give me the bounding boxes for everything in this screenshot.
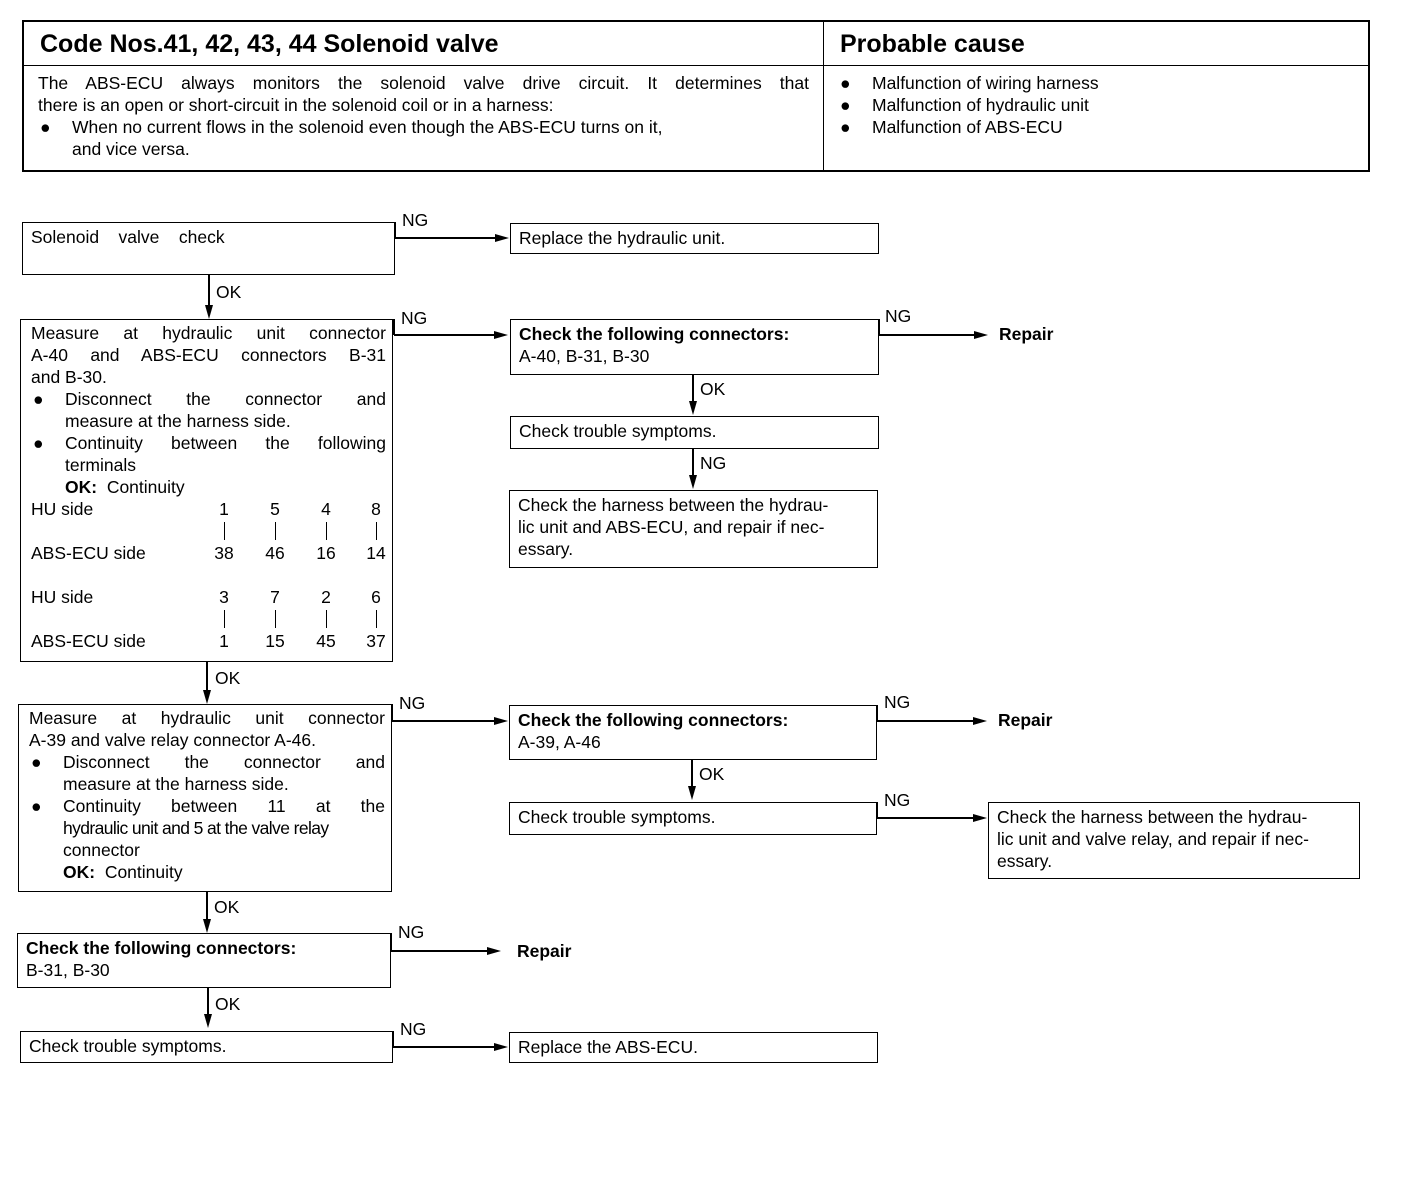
step-text: hydraulic unit and 5 at the valve relay — [63, 818, 329, 838]
step-text: A-39 and valve relay connector A-46. — [29, 730, 316, 750]
step-text: Check the harness between the hydrau- — [997, 807, 1308, 827]
spacer — [31, 520, 199, 542]
code-description — [24, 66, 823, 166]
check-trouble-symptoms-box — [509, 802, 877, 835]
connector-line — [206, 662, 208, 692]
ok-label: OK — [216, 282, 242, 302]
connector-line — [877, 817, 973, 819]
bullet-item — [29, 751, 385, 795]
bullet-icon: ● — [40, 117, 51, 137]
arrow-right-icon — [495, 234, 509, 242]
ok-label: OK — [215, 994, 241, 1014]
continuity-line — [199, 520, 249, 542]
step-title: Check the following connectors: — [519, 324, 790, 344]
header-table — [22, 20, 1370, 172]
solenoid-valve-check-box — [22, 222, 395, 275]
ok-label: OK — [214, 897, 240, 917]
terminal-value: 45 — [316, 631, 336, 651]
step-text: connector — [63, 840, 140, 860]
bullet-item — [29, 795, 385, 883]
connector-line — [878, 319, 880, 335]
ng-label: NG — [884, 790, 911, 810]
bullet-icon: ● — [33, 389, 44, 409]
connector-line — [393, 319, 395, 335]
connector-line — [877, 720, 973, 722]
cause-item — [838, 116, 1354, 138]
connector-line — [876, 705, 878, 720]
step-text: measure at the harness side. — [65, 411, 291, 431]
ok-criteria — [65, 476, 386, 498]
ok-label: OK — [215, 668, 241, 688]
repair-label: Repair — [998, 710, 1053, 730]
page-title: Code Nos.41, 42, 43, 44 Solenoid valve — [24, 22, 823, 66]
condition-bullet — [38, 116, 809, 160]
arrow-down-icon — [689, 475, 697, 489]
arrow-right-icon — [494, 1043, 508, 1051]
cause-text: Malfunction of wiring harness — [872, 73, 1099, 93]
ng-label: NG — [884, 692, 911, 712]
measure-a40-box — [20, 319, 393, 662]
replace-hydraulic-unit-box — [510, 223, 879, 254]
terminal-value: 14 — [366, 543, 386, 563]
continuity-line — [249, 608, 301, 630]
connector-list: A-39, A-46 — [518, 732, 601, 752]
arrow-down-icon — [204, 1014, 212, 1028]
arrow-right-icon — [494, 331, 508, 339]
step-text: essary. — [518, 539, 574, 559]
check-connectors-b31-box — [17, 933, 391, 988]
check-trouble-symptoms-box — [20, 1031, 393, 1063]
terminal-value: 37 — [366, 631, 386, 651]
arrow-right-icon — [973, 814, 987, 822]
cause-item — [838, 72, 1354, 94]
arrow-right-icon — [974, 331, 988, 339]
arrow-right-icon — [487, 947, 501, 955]
arrow-down-icon — [689, 401, 697, 415]
terminal-value: 38 — [214, 543, 234, 563]
ok-criteria — [63, 861, 385, 883]
connector-line — [391, 950, 487, 952]
arrow-down-icon — [203, 919, 211, 933]
step-text: Replace the hydraulic unit. — [519, 228, 726, 248]
bullet-icon: ● — [31, 796, 42, 816]
bullet-icon: ● — [840, 117, 851, 137]
step-text: Continuity between 11 at the — [63, 796, 385, 816]
step-text: Check the harness between the hydrau- — [518, 495, 829, 515]
connector-line — [206, 892, 208, 922]
ok-label: OK — [699, 764, 725, 784]
step-text: Continuity between the following — [65, 433, 386, 453]
connector-line — [393, 1046, 494, 1048]
connector-line — [879, 334, 974, 336]
terminal-table-2 — [31, 586, 386, 652]
step-text: Disconnect the connector and — [65, 389, 386, 409]
step-text: A-40 and ABS-ECU connectors B-31 — [31, 345, 386, 365]
connector-line — [392, 1031, 394, 1047]
terminal-value: 3 — [219, 587, 229, 607]
connector-list: B-31, B-30 — [26, 960, 110, 980]
connector-line — [394, 334, 494, 336]
terminal-value: 16 — [316, 543, 336, 563]
hu-side-label: HU side — [31, 499, 94, 519]
ng-label: NG — [401, 308, 428, 328]
step-title: Check the following connectors: — [26, 938, 297, 958]
bullet-icon: ● — [840, 95, 851, 115]
connector-line — [394, 222, 396, 237]
terminal-value: 6 — [371, 587, 381, 607]
terminal-table-1 — [31, 498, 386, 564]
step-title: Check the following connectors: — [518, 710, 789, 730]
step-text: Replace the ABS-ECU. — [518, 1037, 698, 1057]
arrow-down-icon — [688, 786, 696, 800]
connector-line — [692, 375, 694, 403]
terminal-value: 15 — [265, 631, 285, 651]
step-text: Disconnect the connector and — [63, 752, 385, 772]
repair-label: Repair — [517, 941, 572, 961]
check-connectors-a39-box — [509, 705, 877, 760]
ok-criteria-label: OK: — [65, 477, 98, 497]
ng-label: NG — [700, 453, 727, 473]
probable-cause-title: Probable cause — [824, 22, 1368, 66]
step-text: and B-30. — [31, 367, 107, 387]
ok-label: OK — [700, 379, 726, 399]
step-text: Check trouble symptoms. — [518, 807, 716, 827]
probable-cause-panel — [824, 22, 1368, 170]
arrow-right-icon — [494, 717, 508, 725]
bullet-icon: ● — [840, 73, 851, 93]
probable-cause-list — [824, 66, 1368, 144]
connector-line — [691, 760, 693, 788]
description-line: The ABS-ECU always monitors the solenoid valve drive circuit. It determines that — [38, 73, 809, 93]
condition-line: and vice versa. — [72, 139, 190, 159]
step-text: Measure at hydraulic unit connector — [31, 323, 386, 343]
bullet-item — [31, 388, 386, 432]
arrow-down-icon — [203, 690, 211, 704]
connector-line — [876, 802, 878, 818]
continuity-line — [351, 608, 401, 630]
step-text: terminals — [65, 455, 136, 475]
step-text: measure at the harness side. — [63, 774, 289, 794]
step-text: Solenoid valve check — [31, 227, 225, 247]
terminal-value: 8 — [371, 499, 381, 519]
step-text: Check trouble symptoms. — [29, 1036, 227, 1056]
hu-side-label: HU side — [31, 587, 94, 607]
condition-line: When no current flows in the solenoid even though the ABS-ECU turns on it, — [72, 117, 663, 137]
spacer — [31, 608, 199, 630]
connector-line — [392, 720, 494, 722]
measure-a39-box — [18, 704, 392, 892]
bullet-item — [31, 432, 386, 498]
step-text: lic unit and valve relay, and repair if nec- — [997, 829, 1309, 849]
connector-line — [391, 704, 393, 721]
ecu-side-label: ABS-ECU side — [31, 631, 146, 651]
ok-criteria-label: OK: — [63, 862, 96, 882]
continuity-line — [301, 608, 351, 630]
ecu-side-label: ABS-ECU side — [31, 543, 146, 563]
continuity-line — [249, 520, 301, 542]
code-description-panel — [24, 22, 824, 170]
description-line: there is an open or short-circuit in the solenoid coil or in a harness: — [38, 95, 554, 115]
connector-line — [207, 988, 209, 1016]
step-text: lic unit and ABS-ECU, and repair if nec- — [518, 517, 825, 537]
terminal-value: 4 — [321, 499, 331, 519]
continuity-line — [301, 520, 351, 542]
repair-label: Repair — [999, 324, 1054, 344]
step-text: Check trouble symptoms. — [519, 421, 717, 441]
connector-line — [208, 275, 210, 308]
arrow-down-icon — [205, 305, 213, 319]
step-text: essary. — [997, 851, 1053, 871]
connector-line — [692, 449, 694, 478]
terminal-value: 7 — [270, 587, 280, 607]
replace-abs-ecu-box — [509, 1032, 878, 1063]
step-text: Measure at hydraulic unit connector — [29, 708, 385, 728]
connector-line — [390, 933, 392, 950]
ok-criteria-value: Continuity — [104, 862, 183, 882]
ng-label: NG — [885, 306, 912, 326]
check-harness-ecu-box — [509, 490, 878, 568]
arrow-right-icon — [973, 717, 987, 725]
ok-criteria-value: Continuity — [106, 477, 185, 497]
check-harness-relay-box — [988, 802, 1360, 879]
continuity-line — [351, 520, 401, 542]
connector-line — [395, 237, 495, 239]
terminal-value: 5 — [270, 499, 280, 519]
check-connectors-a40-box — [510, 319, 879, 375]
continuity-line — [199, 608, 249, 630]
bullet-icon: ● — [31, 752, 42, 772]
cause-item — [838, 94, 1354, 116]
ng-label: NG — [402, 210, 429, 230]
connector-list: A-40, B-31, B-30 — [519, 346, 650, 366]
terminal-value: 1 — [219, 631, 229, 651]
terminal-value: 1 — [219, 499, 229, 519]
ng-label: NG — [398, 922, 425, 942]
ng-label: NG — [400, 1019, 427, 1039]
terminal-value: 2 — [321, 587, 331, 607]
check-trouble-symptoms-box — [510, 416, 879, 449]
bullet-icon: ● — [33, 433, 44, 453]
ng-label: NG — [399, 693, 426, 713]
cause-text: Malfunction of hydraulic unit — [872, 95, 1089, 115]
terminal-value: 46 — [265, 543, 285, 563]
cause-text: Malfunction of ABS-ECU — [872, 117, 1063, 137]
